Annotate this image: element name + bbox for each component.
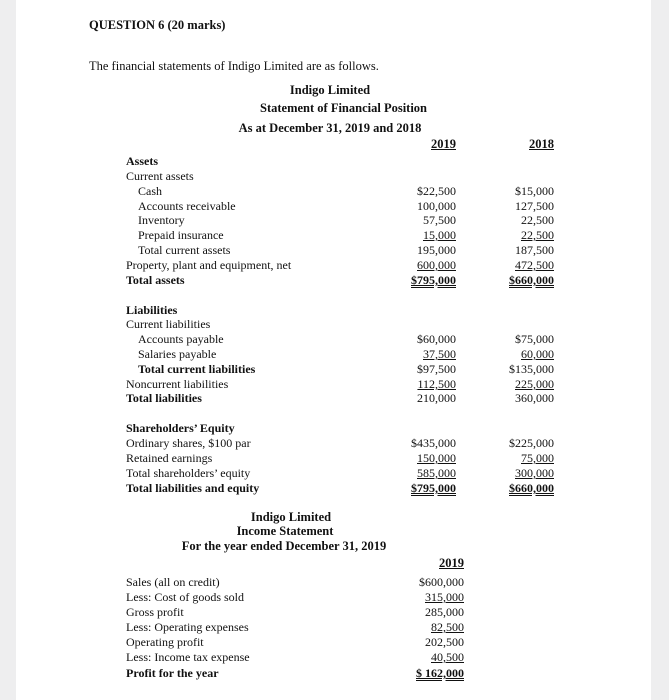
is-company: Indigo Limited (250, 510, 332, 524)
sfp-row-label: Prepaid insurance (138, 228, 224, 242)
sfp-row-label: Total current assets (138, 243, 231, 257)
is-period: For the year ended December 31, 2019 (181, 539, 387, 553)
sfp-value-2019: 15,000 (423, 228, 456, 242)
is-value: 40,500 (431, 650, 464, 664)
document-page (16, 0, 651, 700)
sfp-row-label: Current liabilities (126, 317, 211, 331)
is-row-label: Less: Income tax expense (126, 650, 250, 664)
sfp-row-label: Current assets (126, 169, 194, 183)
is-row-label: Profit for the year (126, 666, 219, 680)
sfp-value-2018: 60,000 (521, 347, 554, 361)
is-row-label: Less: Cost of goods sold (126, 590, 245, 604)
sfp-row-label: Total shareholders’ equity (126, 466, 251, 480)
sfp-value-2019: $435,000 (411, 436, 456, 450)
sfp-row-label: Ordinary shares, $100 par (126, 436, 251, 450)
sfp-value-2019: 600,000 (417, 258, 456, 272)
sfp-row-label: Shareholders’ Equity (126, 421, 235, 435)
sfp-value-2019: 57,500 (423, 213, 456, 227)
sfp-col-2018: 2018 (529, 137, 554, 151)
sfp-value-2019: $97,500 (417, 362, 456, 376)
sfp-row-label: Accounts payable (138, 332, 224, 346)
sfp-value-2018: $660,000 (509, 273, 554, 287)
sfp-value-2019: $795,000 (411, 273, 456, 287)
sfp-value-2019: 585,000 (417, 466, 456, 480)
sfp-value-2018: 127,500 (515, 199, 554, 213)
is-value: $600,000 (419, 575, 464, 589)
sfp-row-label: Total current liabilities (138, 362, 256, 376)
is-value: 285,000 (425, 605, 464, 619)
sfp-row-label: Inventory (138, 213, 185, 227)
sfp-company: Indigo Limited (289, 83, 371, 97)
intro-text: The financial statements of Indigo Limited are as follows. (89, 59, 379, 73)
sfp-value-2019: 37,500 (423, 347, 456, 361)
sfp-col-2019: 2019 (431, 137, 456, 151)
is-title: Income Statement (236, 524, 334, 538)
sfp-row-label: Accounts receivable (138, 199, 236, 213)
sfp-value-2019: 210,000 (417, 391, 456, 405)
sfp-value-2018: $225,000 (509, 436, 554, 450)
sfp-value-2018: 75,000 (521, 451, 554, 465)
sfp-row-label: Liabilities (126, 303, 178, 317)
sfp-value-2018: 225,000 (515, 377, 554, 391)
sfp-title: Statement of Financial Position (260, 101, 428, 115)
sfp-value-2019: 195,000 (417, 243, 456, 257)
is-row-label: Less: Operating expenses (126, 620, 249, 634)
sfp-value-2019: $795,000 (411, 481, 456, 495)
sfp-row-label: Salaries payable (138, 347, 217, 361)
sfp-value-2018: 187,500 (515, 243, 554, 257)
sfp-value-2019: $60,000 (417, 332, 456, 346)
sfp-value-2019: 150,000 (417, 451, 456, 465)
sfp-date: As at December 31, 2019 and 2018 (238, 121, 422, 135)
sfp-value-2019: 100,000 (417, 199, 456, 213)
sfp-row-label: Total liabilities and equity (126, 481, 260, 495)
sfp-value-2018: 360,000 (515, 391, 554, 405)
sfp-value-2018: 300,000 (515, 466, 554, 480)
sfp-value-2019: $22,500 (417, 184, 456, 198)
is-row-label: Gross profit (126, 605, 184, 619)
sfp-row-label: Assets (126, 154, 158, 168)
sfp-row-label: Property, plant and equipment, net (126, 258, 292, 272)
is-row-label: Sales (all on credit) (126, 575, 220, 589)
sfp-row-label: Retained earnings (126, 451, 213, 465)
sfp-row-label: Cash (138, 184, 162, 198)
is-row-label: Operating profit (126, 635, 204, 649)
sfp-value-2019: 112,500 (417, 377, 456, 391)
is-value: $ 162,000 (416, 666, 464, 680)
sfp-value-2018: 22,500 (521, 228, 554, 242)
sfp-value-2018: 472,500 (515, 258, 554, 272)
is-value: 315,000 (425, 590, 464, 604)
is-col-2019: 2019 (439, 556, 464, 570)
question-heading: QUESTION 6 (20 marks) (89, 18, 226, 32)
sfp-row-label: Noncurrent liabilities (126, 377, 229, 391)
sfp-row-label: Total liabilities (126, 391, 202, 405)
sfp-value-2018: $660,000 (509, 481, 554, 495)
sfp-value-2018: $75,000 (515, 332, 554, 346)
sfp-value-2018: $15,000 (515, 184, 554, 198)
is-value: 82,500 (431, 620, 464, 634)
sfp-row-label: Total assets (126, 273, 185, 287)
sfp-value-2018: $135,000 (509, 362, 554, 376)
sfp-value-2018: 22,500 (521, 213, 554, 227)
is-value: 202,500 (425, 635, 464, 649)
